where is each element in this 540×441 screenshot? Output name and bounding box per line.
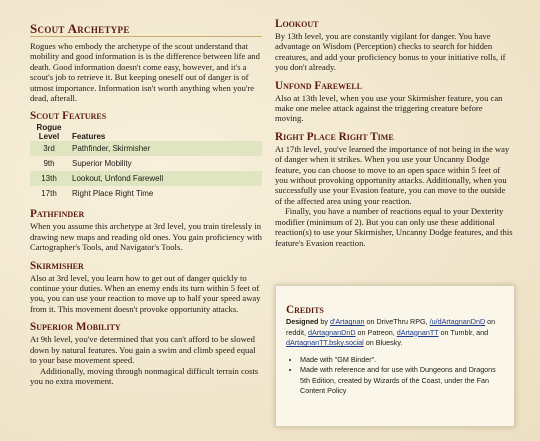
right-place-text: At 17th level, you've learned the importance of not being in the way of danger when it strikes. When you use your Uncanny Dodge feature, you can choose to move to an open space within 5 feet of you without provoking opportunity attacks. Additionally, when you successfully use your Evasion feature, you can move to the outside of the affected area using your reaction. — [275, 143, 510, 206]
pathfinder-text: When you assume this archetype at 3rd level, you train tirelessly in drawing new maps and reading old ones. You gain proficiency with Cartographer's Tools, and Navigator's Tools. — [30, 221, 262, 253]
row-features: Superior Mobility — [72, 159, 132, 169]
heading-right-place-right-time: Right Place Right Time — [275, 130, 394, 143]
heading-superior-mobility: Superior Mobility — [30, 321, 121, 334]
list-item: • Made with reference and for use with Dungeons and Dragons 5th Edition, created by Wizards of the Coast, under the Fan Content Policy — [300, 365, 504, 397]
heading-unfond-farewell: Unfond Farewell — [275, 79, 363, 92]
row-level: 3rd — [43, 144, 55, 154]
credits-box — [275, 285, 515, 427]
left-column — [30, 22, 262, 386]
right-place-text-2: Finally, you have a number of reactions equal to your Dexterity modifier (minimum of 2). But you can only use these additional reaction(s) to use your Skirmisher, Uncanny Dodge features, and this feature's Evasion reaction. — [275, 206, 513, 248]
skirmisher-text: Also at 3rd level, you learn how to get out of danger quickly to continue your duties. When an enemy ends its turn within 5 feet of you, you can use your reaction to move up to half your speed away from it. This movement doesn't provoke opportunity attacks. — [30, 272, 261, 314]
section-title-scout-archetype: Scout Archetype — [30, 22, 262, 37]
lookout-text: By 13th level, you are constantly vigilant for danger. You have advantage on Wisdom (Perception) checks to search for hidden creatures, and add your proficiency bonus to your initiative rolls, if you don't already. — [275, 31, 506, 73]
row-features: Right Place Right Time — [72, 189, 154, 199]
link-patreon[interactable]: dArtagnanDnD — [307, 327, 356, 337]
features-table-header — [30, 123, 262, 141]
superior-mobility-text-2: Additionally, moving through nonmagical difficult terrain costs you no extra movement. — [30, 365, 259, 386]
link-reddit[interactable]: /u/dArtagnanDnD — [429, 317, 486, 326]
designed-label: Designed — [286, 317, 319, 326]
superior-mobility-text: At 9th level, you've determined that you can't afford to be slowed down by natural features. You gain a swim and climb speed equal to your base movement speed. — [30, 334, 256, 366]
unfond-farewell-text: Also at 13th level, when you use your Skirmisher feature, you can make one melee attack against the triggering creature before moving. — [275, 92, 503, 124]
row-features: Lookout, Unfond Farewell — [72, 174, 164, 184]
heading-credits: Credits — [286, 304, 324, 316]
intro-paragraph: Rogues who embody the archetype of the scout understand that mobility and good information is is the difference between life and death. Good information doesn't come easy, however, and it's a scout's job to retrieve it. But keeping oneself out of danger is of utmost importance. Information isn't worth anything when you're dead, afterall. — [30, 41, 260, 104]
header-rogue-level: Rogue Level — [36, 123, 62, 142]
credits-text: Designed by d'Artagnan on DriveThru RPG, /u/dArtagnanDnD on reddit, dArtagnanDnD on Patreon, dArtagnanTT on Tumblr, and dArtagnanTT.bsky.social on Bluesky. — [286, 317, 496, 347]
row-level: 17th — [41, 189, 57, 199]
link-dartagnan[interactable]: d'Artagnan — [329, 317, 365, 326]
link-tumblr[interactable]: dArtagnanTT — [396, 327, 439, 337]
heading-pathfinder: Pathfinder — [30, 208, 85, 221]
heading-scout-features: Scout Features — [30, 110, 107, 123]
list-item: • Made with "GM Binder". — [300, 355, 504, 366]
row-level: 13th — [41, 174, 57, 184]
heading-lookout: Lookout — [275, 18, 319, 30]
table-row — [30, 171, 262, 186]
row-level: 9th — [43, 159, 55, 169]
heading-skirmisher: Skirmisher — [30, 259, 84, 272]
right-column — [275, 18, 513, 248]
link-bluesky[interactable]: dArtagnanTT.bsky.social — [286, 338, 364, 347]
table-row — [30, 141, 262, 156]
features-table — [30, 123, 262, 201]
table-row — [30, 156, 262, 171]
header-features: Features — [72, 132, 106, 142]
credits-list — [286, 355, 504, 397]
table-row — [30, 186, 262, 201]
row-features: Pathfinder, Skirmisher — [72, 144, 151, 154]
